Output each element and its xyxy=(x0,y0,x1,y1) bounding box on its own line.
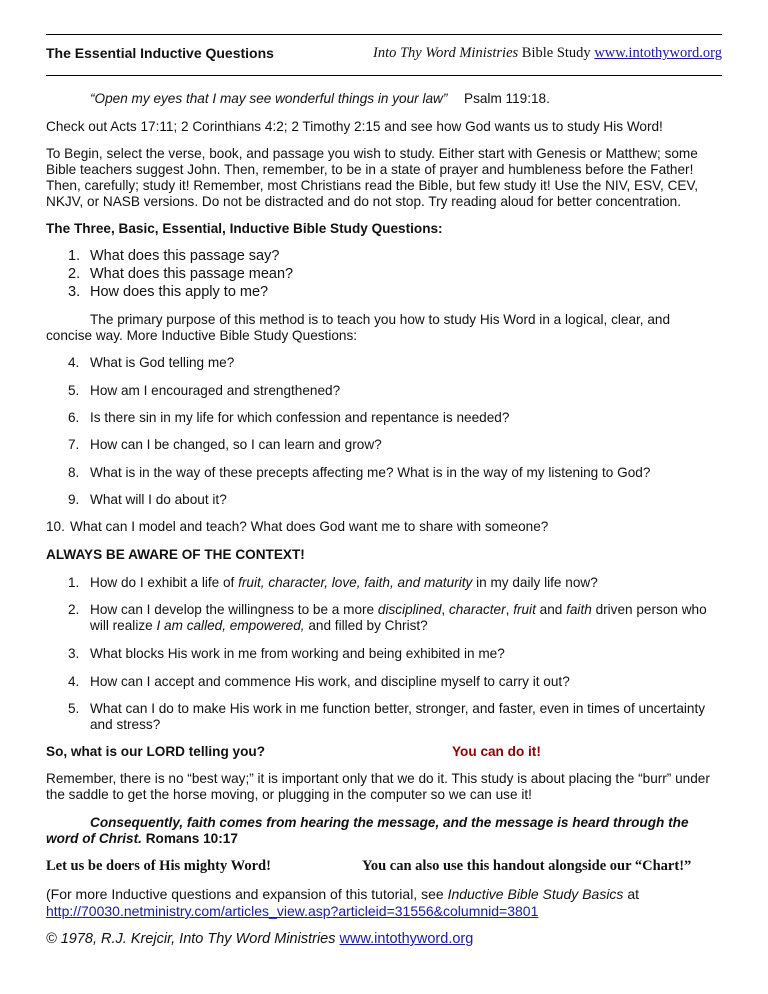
quote-text: “Open my eyes that I may see wonderful things in your law” xyxy=(90,91,448,106)
list-item-text: What will I do about it? xyxy=(90,492,227,507)
q2-line2-c: and filled by Christ? xyxy=(304,618,428,633)
doers-line xyxy=(46,858,722,875)
list-item-text: How am I encouraged and strengthened? xyxy=(90,383,341,398)
more-info-link-line xyxy=(46,903,722,920)
more-info-a: (For more Inductive questions and expansion of this tutorial, see xyxy=(46,886,448,902)
more-info-c: at xyxy=(623,886,640,902)
list-item-number: 3. xyxy=(68,646,80,661)
list-item-number: 5. xyxy=(68,383,80,398)
q2-part-h: faith xyxy=(566,602,592,617)
list-item-number: 10. xyxy=(46,519,65,534)
page-header xyxy=(46,34,722,76)
doers-text: Let us be doers of His mighty Word! xyxy=(46,858,271,874)
copyright-line xyxy=(46,931,722,948)
list-item-number: 4. xyxy=(68,674,80,689)
q2-part-d: character xyxy=(448,602,506,617)
list-item-text: How does this apply to me? xyxy=(90,284,269,300)
lord-question: So, what is our LORD telling you? xyxy=(46,744,266,759)
to-begin-line-4: NKJV, or NASB versions. Do not be distracted and do not stop. Try reading aloud for better concentration. xyxy=(46,194,681,209)
quote-reference: Psalm 119:18. xyxy=(464,91,550,106)
list-item-text: Is there sin in my life for which confession and repentance is needed? xyxy=(90,410,510,425)
check-out-line: Check out Acts 17:11; 2 Corinthians 4:2; 2 Timothy 2:15 and see how God wants us to study His Word! xyxy=(46,119,663,134)
context-heading: ALWAYS BE AWARE OF THE CONTEXT! xyxy=(46,547,305,562)
q2-part-a: How can I develop the willingness to be a more xyxy=(90,602,378,617)
chart-text: You can also use this handout alongside our “Chart!” xyxy=(362,858,692,874)
q2-part-c: , xyxy=(441,602,449,617)
copyright-text: © 1978, R.J. Krejcir, Into Thy Word Ministries xyxy=(46,931,336,947)
header-ministry: Into Thy Word Ministries xyxy=(373,45,519,61)
more-info-line xyxy=(46,886,722,903)
you-can-do-it: You can do it! xyxy=(452,744,541,759)
list-item-text: How can I be changed, so I can learn and grow? xyxy=(90,437,382,452)
list-item-text: What is in the way of these precepts affecting me? What is in the way of my listening to God? xyxy=(90,465,651,480)
list-item-text: What is God telling me? xyxy=(90,355,235,370)
list-item-number: 9. xyxy=(68,492,80,507)
header-study: Bible Study xyxy=(521,45,591,61)
q1-part-a: How do I exhibit a life of xyxy=(90,575,239,590)
list-item-text: What can I do to make His work in me function better, stronger, and faster, even in times of uncertainty xyxy=(90,701,706,716)
more-info-link[interactable]: http://70030.netministry.com/articles_view.asp?articleid=31556&columnid=3801 xyxy=(46,903,539,919)
header-url-link[interactable]: www.intothyword.org xyxy=(594,45,722,61)
q1-part-b: fruit, character, love, faith, and maturity xyxy=(238,575,473,590)
faith-line-2 xyxy=(46,831,722,848)
list-item-text xyxy=(90,618,722,635)
list-item-number: 1. xyxy=(68,248,81,264)
list-item-number: 4. xyxy=(68,355,80,370)
list-item-number: 7. xyxy=(68,437,80,452)
list-item-text: What does this passage mean? xyxy=(90,266,294,282)
list-item-text: What blocks His work in me from working and being exhibited in me? xyxy=(90,646,505,661)
faith-word-of-christ: word of Christ. xyxy=(46,831,142,846)
header-title: The Essential Inductive Questions xyxy=(46,45,274,61)
list-item-number: 8. xyxy=(68,465,80,480)
more-info-title: Inductive Bible Study Basics xyxy=(447,886,624,902)
list-item-text: What can I model and teach? What does God want me to share with someone? xyxy=(70,519,549,534)
copyright-url-link[interactable]: www.intothyword.org xyxy=(339,931,474,947)
list-item-number: 2. xyxy=(68,266,81,282)
basic-questions-heading: The Three, Basic, Essential, Inductive Bible Study Questions: xyxy=(46,221,443,236)
list-item-text xyxy=(90,602,722,619)
remember-line-2: the saddle to get the horse moving, or plugging in the computer so we can use it! xyxy=(46,787,532,802)
list-item-text: and stress? xyxy=(90,717,161,732)
q2-line2-a: will realize xyxy=(90,618,157,633)
list-item-number: 5. xyxy=(68,701,80,716)
lord-telling-line xyxy=(46,744,722,761)
q2-part-f: fruit xyxy=(513,602,536,617)
q2-part-g: and xyxy=(535,602,567,617)
faith-reference: Romans 10:17 xyxy=(141,831,238,846)
list-item-number: 6. xyxy=(68,410,80,425)
q2-part-b: disciplined xyxy=(377,602,442,617)
list-item-text xyxy=(90,575,722,592)
q2-part-i: driven person who xyxy=(591,602,707,617)
list-item-text: How can I accept and commence His work, and discipline myself to carry it out? xyxy=(90,674,570,689)
purpose-line-1: The primary purpose of this method is to teach you how to study His Word in a logical, clear, and xyxy=(90,312,671,327)
q2-part-e: , xyxy=(505,602,514,617)
list-item-text: What does this passage say? xyxy=(90,248,280,264)
to-begin-line-1: To Begin, select the verse, book, and passage you wish to study. Either start with Genesis or Matthew; some xyxy=(46,146,698,161)
to-begin-line-2: Bible teachers suggest John. Then, remember, to be in a state of prayer and humbleness before the Father! xyxy=(46,162,694,177)
remember-line-1: Remember, there is no “best way;” it is important only that we do it. This study is about placing the “burr” under xyxy=(46,771,710,786)
q2-line2-b: I am called, empowered, xyxy=(156,618,305,633)
purpose-line-2: concise way. More Inductive Bible Study Questions: xyxy=(46,328,358,343)
faith-line-1: Consequently, faith comes from hearing the message, and the message is heard through the xyxy=(90,815,689,830)
list-item-number: 3. xyxy=(68,284,81,300)
to-begin-line-3: Then, carefully; study it! Remember, most Christians read the Bible, but few study it! Use the NIV, ESV, CEV, xyxy=(46,178,699,193)
list-item-number: 1. xyxy=(68,575,80,590)
q1-part-c: in my daily life now? xyxy=(472,575,598,590)
header-ministry-line xyxy=(373,45,722,62)
list-item-number: 2. xyxy=(68,602,80,617)
